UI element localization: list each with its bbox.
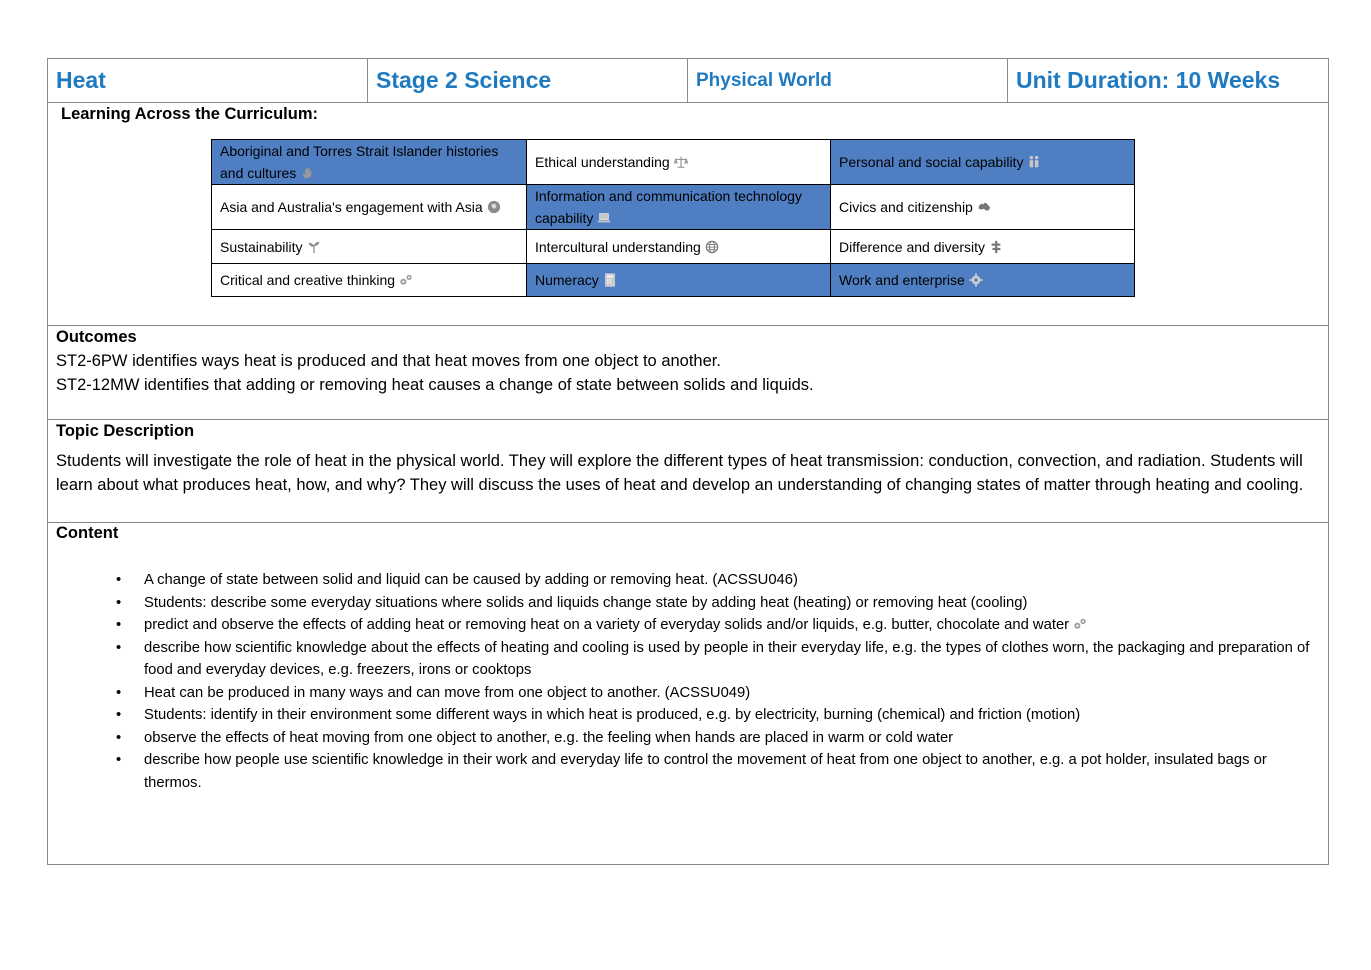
- capability-label: Critical and creative thinking: [220, 272, 396, 288]
- outcome-line: ST2-6PW identifies ways heat is produced and that heat moves from one object to another.: [56, 352, 721, 370]
- capabilities-row: [212, 264, 1135, 297]
- capability-label: Numeracy: [535, 272, 599, 288]
- content-list-item: [144, 614, 1310, 637]
- cog-icon: [969, 273, 983, 287]
- learning-across-curriculum-section: [48, 102, 1328, 326]
- globe-asia-icon: [487, 200, 501, 214]
- capability-label: Work and enterprise: [839, 272, 965, 288]
- capabilities-row: [212, 230, 1135, 264]
- content-list-item: [144, 637, 1310, 682]
- gears-icon: [1073, 617, 1087, 631]
- capability-label: Personal and social capability: [839, 154, 1024, 170]
- content-list-item: [144, 727, 1310, 750]
- outcomes-section: [48, 326, 1328, 420]
- capability-cell: [527, 230, 831, 264]
- outcome-line: ST2-12MW identifies that adding or removing heat causes a change of state between solids and liquids.: [56, 375, 814, 394]
- globe-icon: [705, 240, 719, 254]
- content-list-item: [144, 592, 1310, 615]
- unit-plan-document: [47, 58, 1329, 865]
- topic-description-text: Students will investigate the role of heat in the physical world. They will explore the different types of heat transmission: conduction, convection, and radiation. Students will learn about what produces heat, how, and why? They will discuss the uses of heat and develop an understanding of changing states of matter through heating and cooling.: [56, 452, 1304, 494]
- topic-description-section: [48, 420, 1328, 523]
- content-item-text: Students: identify in their environment some different ways in which heat is produced, e.g. by electricity, burning (chemical) and friction (motion): [144, 707, 1081, 723]
- capability-label: Aboriginal and Torres Strait Islander histories and cultures: [220, 143, 499, 181]
- capability-label: Information and communication technology capability: [535, 188, 802, 226]
- capability-label: Civics and citizenship: [839, 199, 973, 215]
- capability-cell: [831, 185, 1135, 230]
- content-list-item: [144, 682, 1310, 705]
- capability-label: Sustainability: [220, 238, 303, 255]
- capability-cell: [527, 264, 831, 297]
- section-title: Topic Description: [56, 422, 195, 440]
- capability-cell: [212, 185, 527, 230]
- capability-cell: [212, 230, 527, 264]
- capability-cell: [527, 140, 831, 185]
- scales-icon: [674, 155, 688, 169]
- gears-icon: [399, 273, 413, 287]
- content-item-text: predict and observe the effects of adding heat or removing heat on a variety of everyday solids and/or liquids, e.g. butter, chocolate and water: [144, 617, 1070, 633]
- calculator-icon: [603, 273, 617, 287]
- people-icon: [1027, 155, 1041, 169]
- section-title: Content: [56, 524, 119, 542]
- capability-label: Intercultural understanding: [535, 238, 701, 255]
- sprout-icon: [307, 240, 321, 254]
- content-item-text: observe the effects of heat moving from one object to another, e.g. the feeling when hands are placed in warm or cold water: [144, 729, 954, 746]
- capability-cell: [831, 140, 1135, 185]
- hand-icon: [300, 166, 314, 180]
- capability-cell: [527, 185, 831, 230]
- header-row: [48, 59, 1328, 103]
- outcomes-list: [56, 350, 814, 397]
- capability-cell: [831, 264, 1135, 297]
- unit-stage: Stage 2 Science: [368, 59, 688, 102]
- content-item-text: Heat can be produced in many ways and can move from one object to another. (ACSSU049): [144, 684, 751, 701]
- unit-duration: Unit Duration: 10 Weeks: [1016, 67, 1281, 93]
- content-list-item: [144, 704, 1310, 727]
- content-section: [48, 523, 1328, 866]
- capability-label: Asia and Australia's engagement with Asia: [220, 199, 483, 215]
- laptop-icon: [597, 211, 611, 225]
- content-list-item: [144, 569, 1310, 592]
- content-item-text: describe how scientific knowledge about the effects of heating and cooling is used by people in their everyday life, e.g. the types of clothes worn, the packaging and preparation of food and everyday devices, e.g. freezers, irons or cooktops: [144, 639, 1310, 678]
- section-title: Learning Across the Curriculum:: [61, 105, 319, 123]
- unit-topic: Heat: [48, 59, 368, 102]
- capability-label: Ethical understanding: [535, 154, 670, 170]
- section-title: Outcomes: [56, 328, 137, 346]
- capability-cell: [212, 140, 527, 185]
- australia-map-icon: [977, 200, 991, 214]
- capabilities-row: [212, 140, 1135, 185]
- content-list-item: [144, 749, 1310, 794]
- capabilities-table: [211, 139, 1135, 297]
- capability-label: Difference and diversity: [839, 238, 986, 255]
- capability-cell: [831, 230, 1135, 264]
- diversity-icon: [989, 240, 1003, 254]
- capabilities-row: [212, 185, 1135, 230]
- unit-strand: Physical World: [688, 59, 1008, 102]
- content-item-text: Students: describe some everyday situations where solids and liquids change state by adding heat (heating) or removing heat (cooling): [144, 594, 1028, 611]
- capability-cell: [212, 264, 527, 297]
- content-list: [48, 569, 1310, 794]
- content-item-text: describe how people use scientific knowledge in their work and everyday life to control the movement of heat from one object to another, e.g. a pot holder, insulated bags or thermos.: [144, 752, 1267, 791]
- content-item-text: A change of state between solid and liquid can be caused by adding or removing heat. (ACSSU046): [144, 572, 798, 588]
